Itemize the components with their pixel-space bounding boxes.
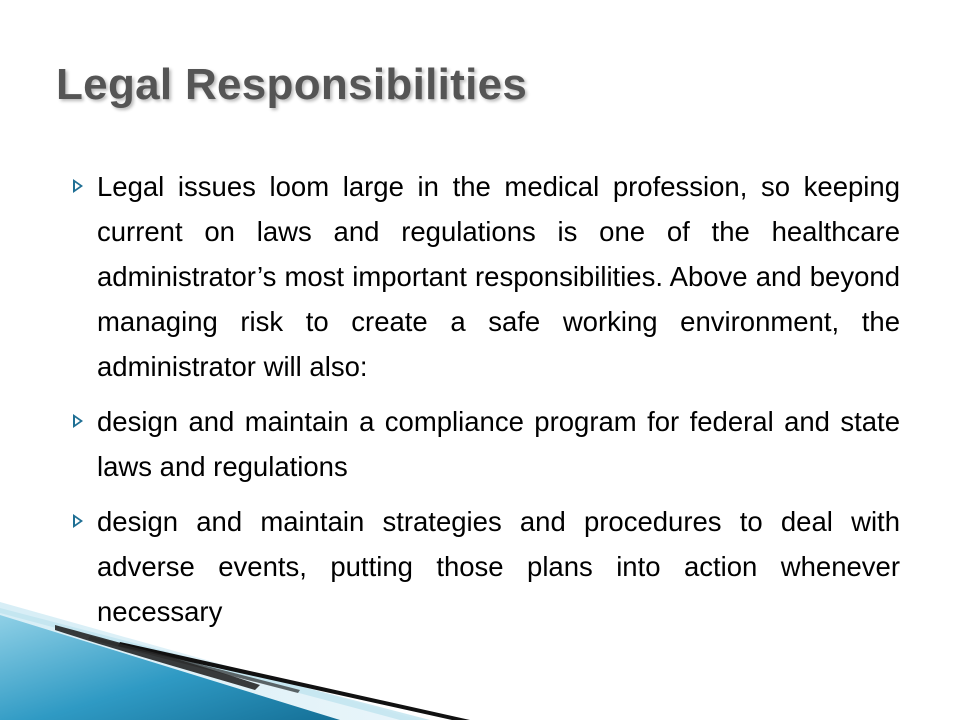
slide-title: Legal Responsibilities xyxy=(56,60,528,109)
bullet-text: Legal issues loom large in the medical profession, so keeping current on laws and regulations is one of the healthcare administrator’s most important responsibilities. Above and beyond managing risk to create a safe working environment, the administrator will also: xyxy=(97,171,900,382)
bullet-item xyxy=(72,164,900,389)
bullet-text: design and maintain strategies and procedures to deal with adverse events, putting those plans into action whenever necessary xyxy=(97,506,900,627)
triangle-bullet-icon xyxy=(72,413,84,429)
triangle-bullet-icon xyxy=(72,178,84,194)
bullet-text: design and maintain a compliance program for federal and state laws and regulations xyxy=(97,406,900,482)
triangle-bullet-icon xyxy=(72,513,84,529)
bullet-list xyxy=(72,164,900,644)
bullet-item xyxy=(72,399,900,489)
bullet-item xyxy=(72,499,900,634)
